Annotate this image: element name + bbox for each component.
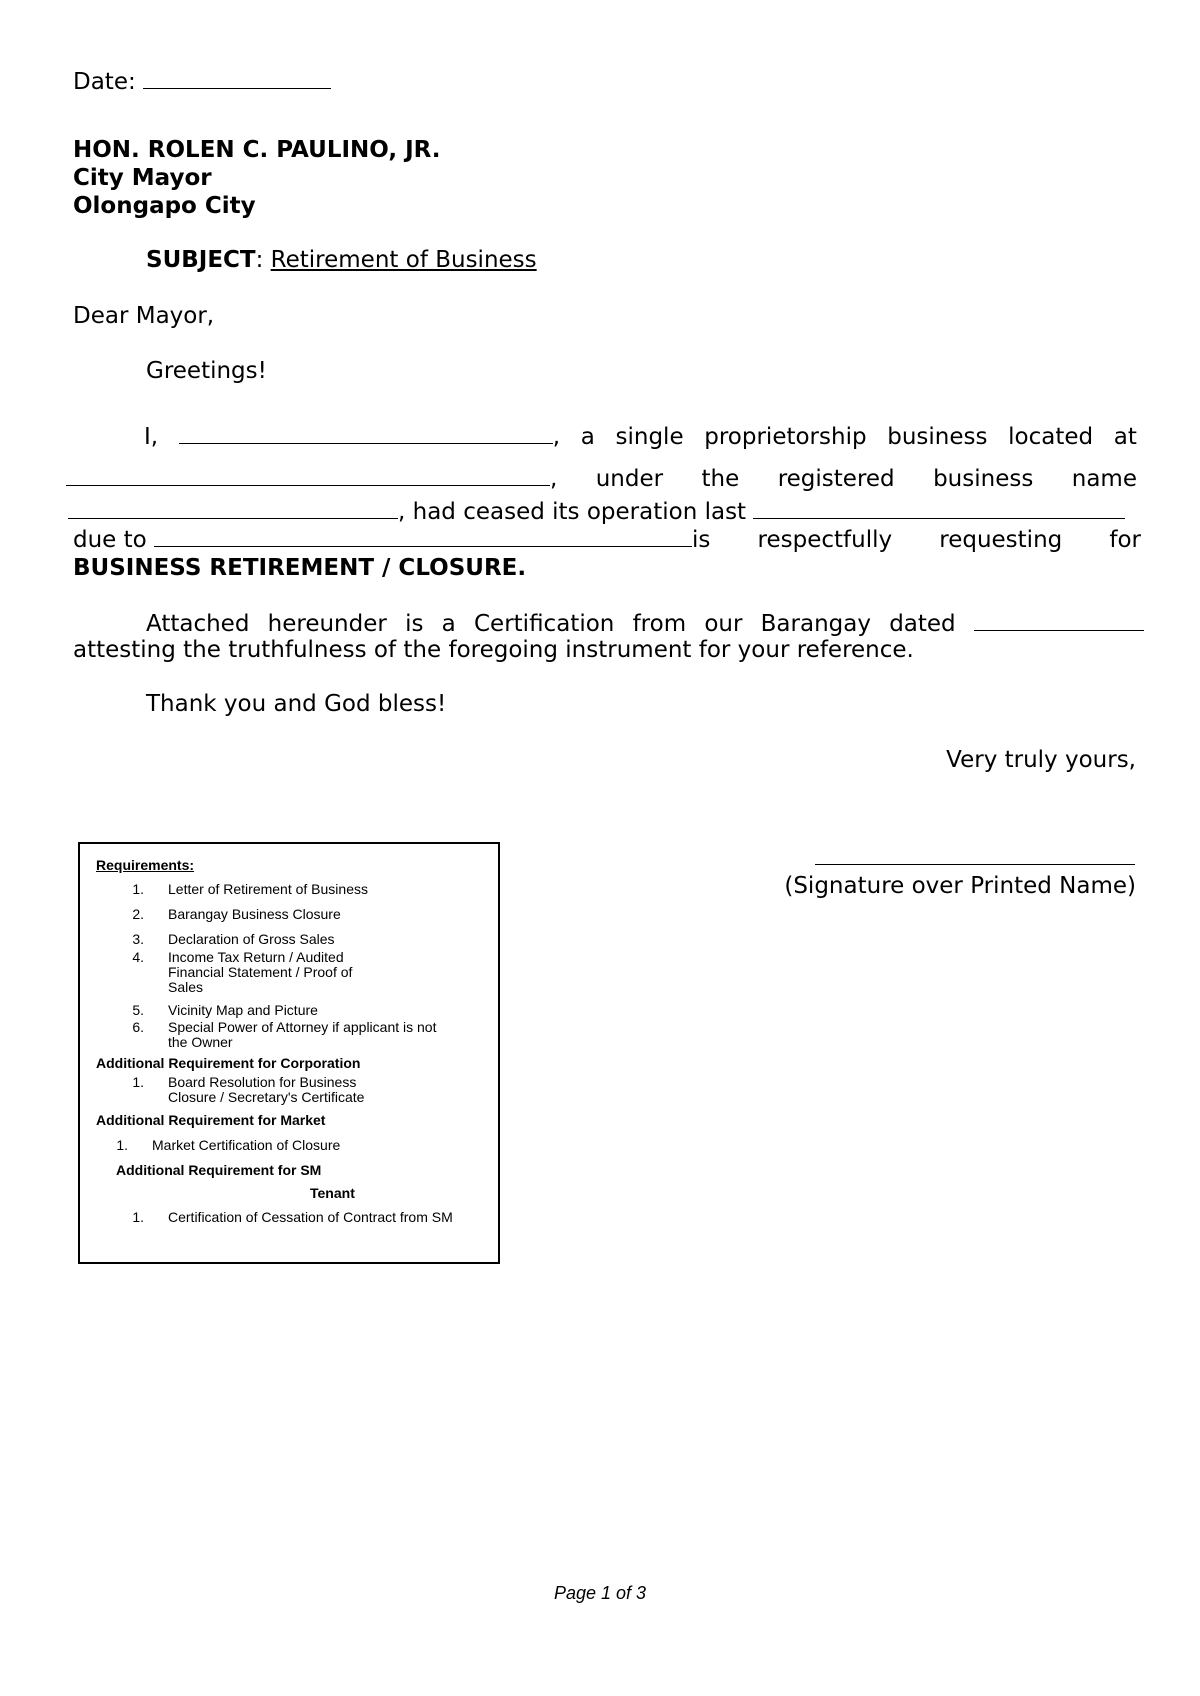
requirements-title: Requirements: — [96, 857, 195, 873]
body-word: a — [580, 424, 595, 450]
date-label: Date: — [73, 69, 136, 95]
business-name-blank[interactable] — [68, 498, 398, 519]
body-word: the — [701, 466, 740, 492]
reason-blank[interactable] — [154, 526, 692, 547]
body-line-3 — [68, 498, 1125, 526]
owner-name-group — [179, 423, 560, 451]
body-word: proprietorship — [704, 424, 867, 450]
body-word: name — [1071, 466, 1137, 492]
reason-group — [73, 526, 710, 554]
page-footer: Page 1 of 3 — [553, 1583, 647, 1603]
body-word: , — [550, 466, 558, 492]
body-word: registered — [777, 466, 895, 492]
addressee-city: Olongapo City — [73, 193, 256, 219]
requirements-box: Requirements: 1. Letter of Retirement of Business 2. Barangay Business Closure 3. Declaration of Gross Sales 4. Income Tax Return / Audited Financial Statement / Proof of Sales 5. Vicinity Map and Picture 6. Special Power of Attorney if applicant is not the Owner Additional Requirement for Corporation 1. Board Resolution for Business Closure / Secretary's Certificate Additional Requirement for Market 1. Market Certification of Closure Additional Requirement for SM Tenant 1. Certification of Cessation of Contract from SM — [78, 842, 500, 1264]
attached-line-1 — [146, 610, 1144, 638]
body-word: , — [552, 424, 561, 450]
addressee-title: City Mayor — [73, 165, 212, 191]
signature-caption: (Signature over Printed Name) — [784, 873, 1136, 899]
barangay-date-blank[interactable] — [974, 610, 1144, 631]
subject-line — [146, 246, 537, 274]
sm-header-line-1: Additional Requirement for SM — [116, 1162, 322, 1178]
body-word: is — [405, 611, 424, 637]
body-word: hereunder — [267, 611, 387, 637]
signature-line[interactable] — [815, 864, 1135, 865]
market-header: Additional Requirement for Market — [96, 1112, 326, 1128]
body-word: from — [632, 611, 687, 637]
body-word: Attached — [146, 611, 250, 637]
body-text: , had ceased its operation last — [398, 499, 747, 525]
owner-name-blank[interactable] — [179, 423, 553, 444]
body-word: business — [933, 466, 1034, 492]
corporation-header: Additional Requirement for Corporation — [96, 1055, 361, 1071]
cease-date-blank[interactable] — [753, 498, 1125, 519]
body-word: respectfully — [757, 527, 893, 553]
address-blank[interactable] — [66, 465, 550, 486]
date-line — [73, 68, 331, 96]
attached-line-2: attesting the truthfulness of the foregoing instrument for your reference. — [73, 637, 914, 663]
subject-label: SUBJECT — [146, 247, 256, 273]
body-word: Certification — [474, 611, 615, 637]
addressee-name: HON. ROLEN C. PAULINO, JR. — [73, 137, 441, 163]
date-blank[interactable] — [143, 68, 331, 89]
body-word: due to — [73, 527, 147, 553]
salutation: Dear Mayor, — [73, 303, 215, 329]
body-word: under — [595, 466, 664, 492]
body-word: I, — [144, 424, 159, 450]
body-line-4 — [73, 526, 1141, 554]
body-word: a — [441, 611, 456, 637]
body-word: single — [615, 424, 684, 450]
body-word: is — [692, 527, 711, 553]
subject-colon: : — [255, 247, 264, 273]
subject-value: Retirement of Business — [270, 247, 537, 273]
body-word: at — [1113, 424, 1137, 450]
body-word: business — [887, 424, 988, 450]
body-word: requesting — [939, 527, 1063, 553]
sm-header-line-2: Tenant — [310, 1185, 355, 1201]
body-word: our — [704, 611, 743, 637]
body-word: located — [1008, 424, 1094, 450]
body-line-5: BUSINESS RETIREMENT / CLOSURE. — [73, 555, 527, 581]
closing: Very truly yours, — [946, 747, 1136, 773]
body-line-1 — [144, 423, 1137, 451]
body-word: dated — [889, 611, 956, 637]
greeting: Greetings! — [146, 358, 267, 384]
body-line-2 — [66, 465, 1137, 493]
body-word: for — [1109, 527, 1141, 553]
address-group — [66, 465, 557, 493]
body-word: Barangay — [760, 611, 871, 637]
thanks-line: Thank you and God bless! — [146, 691, 447, 717]
